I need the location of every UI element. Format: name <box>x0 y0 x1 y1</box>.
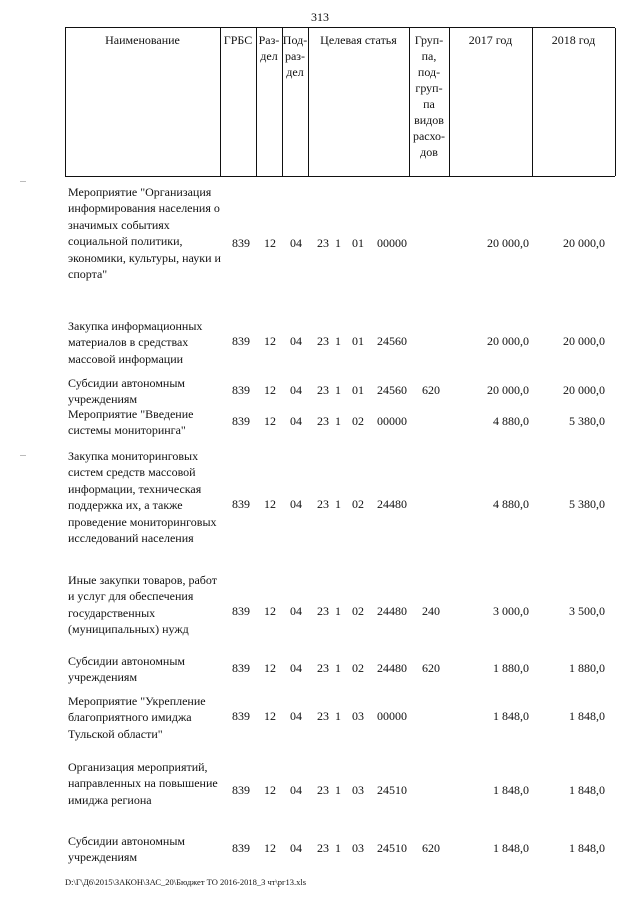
cell-amount-2018: 20 000,0 <box>563 383 605 397</box>
cell-podrazdel: 04 <box>290 841 302 855</box>
cell-grbs: 839 <box>232 383 250 397</box>
cell-target-program: 23 <box>317 497 329 511</box>
header-2018: 2018 год <box>551 33 596 47</box>
cell-podrazdel: 04 <box>290 604 302 618</box>
cell-target-program: 23 <box>317 709 329 723</box>
cell-amount-2018: 1 848,0 <box>569 783 605 797</box>
cell-amount-2018: 3 500,0 <box>569 604 605 618</box>
cell-amount-2018: 5 380,0 <box>569 414 605 428</box>
cell-amount-2017: 1 848,0 <box>493 841 529 855</box>
cell-amount-2017: 20 000,0 <box>487 236 529 250</box>
cell-razdel: 12 <box>264 414 276 428</box>
cell-target-direction: 24480 <box>377 661 407 675</box>
cell-target-subprogram: 1 <box>335 709 341 723</box>
cell-grbs: 839 <box>232 604 250 618</box>
cell-target-direction: 00000 <box>377 236 407 250</box>
cell-razdel: 12 <box>264 604 276 618</box>
cell-expense-group: 620 <box>422 841 440 855</box>
cell-podrazdel: 04 <box>290 383 302 397</box>
cell-target-direction: 24480 <box>377 497 407 511</box>
cell-target-subprogram: 1 <box>335 661 341 675</box>
cell-grbs: 839 <box>232 497 250 511</box>
cell-target-subprogram: 1 <box>335 783 341 797</box>
cell-target-event: 03 <box>352 709 364 723</box>
cell-target-event: 02 <box>352 604 364 618</box>
cell-razdel: 12 <box>264 841 276 855</box>
cell-target-event: 01 <box>352 236 364 250</box>
cell-podrazdel: 04 <box>290 783 302 797</box>
cell-target-event: 03 <box>352 783 364 797</box>
cell-target-event: 01 <box>352 383 364 397</box>
cell-target-subprogram: 1 <box>335 334 341 348</box>
cell-target-subprogram: 1 <box>335 236 341 250</box>
page-number: 313 <box>311 10 329 24</box>
cell-target-program: 23 <box>317 661 329 675</box>
cell-target-program: 23 <box>317 841 329 855</box>
cell-target-subprogram: 1 <box>335 604 341 618</box>
cell-amount-2017: 1 880,0 <box>493 661 529 675</box>
cell-target-event: 02 <box>352 661 364 675</box>
cell-target-program: 23 <box>317 414 329 428</box>
cell-razdel: 12 <box>264 661 276 675</box>
cell-expense-group: 620 <box>422 383 440 397</box>
cell-target-direction: 24510 <box>377 783 407 797</box>
cell-expense-group: 240 <box>422 604 440 618</box>
cell-razdel: 12 <box>264 709 276 723</box>
cell-grbs: 839 <box>232 709 250 723</box>
cell-razdel: 12 <box>264 334 276 348</box>
cell-amount-2018: 20 000,0 <box>563 334 605 348</box>
cell-target-program: 23 <box>317 334 329 348</box>
cell-razdel: 12 <box>264 236 276 250</box>
cell-podrazdel: 04 <box>290 497 302 511</box>
cell-podrazdel: 04 <box>290 709 302 723</box>
cell-razdel: 12 <box>264 783 276 797</box>
cell-amount-2017: 3 000,0 <box>493 604 529 618</box>
cell-target-subprogram: 1 <box>335 383 341 397</box>
cell-amount-2017: 4 880,0 <box>493 414 529 428</box>
header-celevaya-statya: Целевая статья <box>320 33 397 47</box>
footer-file-path: D:\Г\Д6\2015\ЗАКОН\ЗАС_20\Бюджет ТО 2016-2018_3 чт\рг13.xls <box>65 877 307 887</box>
cell-amount-2018: 1 848,0 <box>569 841 605 855</box>
cell-grbs: 839 <box>232 334 250 348</box>
cell-target-event: 03 <box>352 841 364 855</box>
cell-amount-2018: 20 000,0 <box>563 236 605 250</box>
cell-grbs: 839 <box>232 236 250 250</box>
cell-podrazdel: 04 <box>290 236 302 250</box>
row-name: Закупка информационных материалов в средствах массовой информации <box>68 319 203 366</box>
cell-podrazdel: 04 <box>290 334 302 348</box>
cell-target-program: 23 <box>317 236 329 250</box>
cell-target-direction: 24510 <box>377 841 407 855</box>
header-name: Наименование <box>105 33 180 47</box>
cell-amount-2018: 1 880,0 <box>569 661 605 675</box>
header-2017: 2017 год <box>468 33 513 47</box>
cell-target-subprogram: 1 <box>335 497 341 511</box>
header-razdel: Раз- дел <box>258 33 280 63</box>
table-header <box>65 27 615 177</box>
cell-target-program: 23 <box>317 783 329 797</box>
cell-grbs: 839 <box>232 661 250 675</box>
row-name: Организация мероприятий, направленных на повышение имиджа региона <box>68 760 218 807</box>
cell-amount-2017: 20 000,0 <box>487 334 529 348</box>
cell-target-event: 02 <box>352 414 364 428</box>
cell-target-direction: 00000 <box>377 414 407 428</box>
header-podrazdel: Под- раз- дел <box>282 33 308 79</box>
cell-target-subprogram: 1 <box>335 841 341 855</box>
cell-amount-2017: 20 000,0 <box>487 383 529 397</box>
row-name: Мероприятие "Организация информирования населения о значимых событиях социальной политики, экономики, культуры, науки и спорта" <box>68 185 221 282</box>
cell-target-subprogram: 1 <box>335 414 341 428</box>
cell-target-event: 01 <box>352 334 364 348</box>
cell-grbs: 839 <box>232 841 250 855</box>
cell-grbs: 839 <box>232 414 250 428</box>
cell-target-program: 23 <box>317 604 329 618</box>
row-name: Субсидии автономным учреждениям <box>68 376 185 407</box>
cell-target-direction: 00000 <box>377 709 407 723</box>
cell-razdel: 12 <box>264 497 276 511</box>
cell-amount-2017: 1 848,0 <box>493 709 529 723</box>
cell-podrazdel: 04 <box>290 414 302 428</box>
cell-target-direction: 24560 <box>377 383 407 397</box>
cell-target-direction: 24480 <box>377 604 407 618</box>
row-name: Закупка мониторинговых систем средств массовой информации, техническая поддержка их, а также проведение мониторинговых исследований населения <box>68 449 217 546</box>
row-name: Субсидии автономным учреждениям <box>68 834 185 865</box>
header-grbs: ГРБС <box>223 33 253 47</box>
cell-expense-group: 620 <box>422 661 440 675</box>
cell-podrazdel: 04 <box>290 661 302 675</box>
row-name: Мероприятие "Введение системы мониторинга" <box>68 407 194 438</box>
cell-grbs: 839 <box>232 783 250 797</box>
header-gruppa: Груп- па, под- груп- па видов расхо- дов <box>412 33 446 159</box>
cell-amount-2018: 1 848,0 <box>569 709 605 723</box>
cell-amount-2017: 4 880,0 <box>493 497 529 511</box>
cell-target-program: 23 <box>317 383 329 397</box>
row-name: Субсидии автономным учреждениям <box>68 654 185 685</box>
cell-target-direction: 24560 <box>377 334 407 348</box>
cell-target-event: 02 <box>352 497 364 511</box>
cell-amount-2018: 5 380,0 <box>569 497 605 511</box>
cell-razdel: 12 <box>264 383 276 397</box>
row-name: Иные закупки товаров, работ и услуг для обеспечения государственных (муниципальных) нужд <box>68 573 217 637</box>
row-name: Мероприятие "Укрепление благоприятного имиджа Тульской области" <box>68 694 206 741</box>
cell-amount-2017: 1 848,0 <box>493 783 529 797</box>
